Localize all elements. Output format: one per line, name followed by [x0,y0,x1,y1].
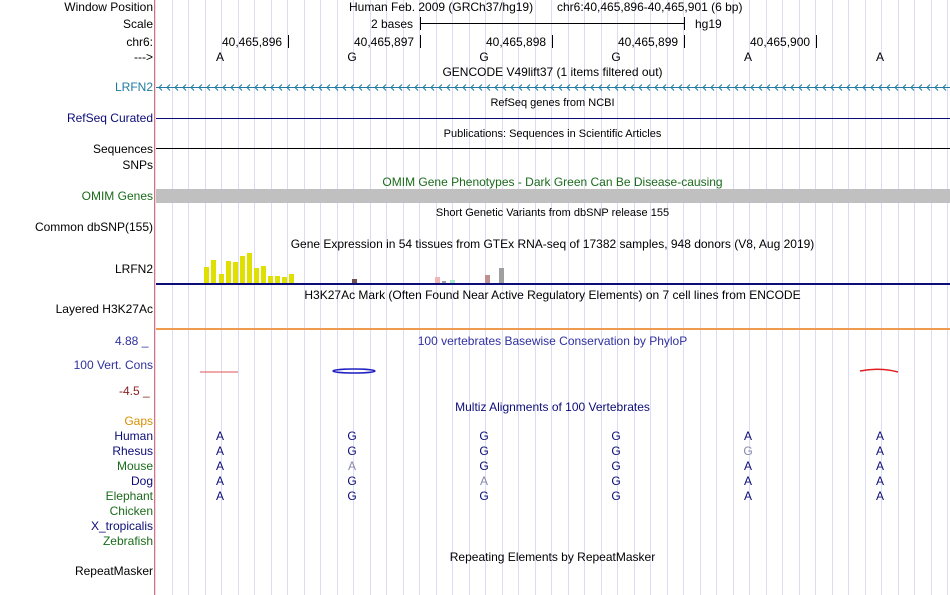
alignment-base: A [875,474,884,488]
chrom-label: chr6: [126,35,153,49]
scale-db: hg19 [695,17,722,31]
gaps-label: Gaps [124,414,153,428]
refseq-track-title[interactable]: RefSeq genes from NCBI [490,97,615,109]
species-label-dog[interactable]: Dog [130,474,153,488]
species-label-chicken[interactable]: Chicken [109,504,153,518]
phylop-track-label[interactable]: 100 Vert. Cons [73,358,153,372]
dbsnp-track-label[interactable]: Common dbSNP(155) [34,220,153,234]
gencode-gene-feature[interactable] [156,80,950,95]
species-label-x_tropicalis[interactable]: X_tropicalis [90,519,153,533]
alignment-base: G [611,429,621,443]
ref-base: G [611,50,621,64]
species-label-rhesus[interactable]: Rhesus [112,444,153,458]
alignment-base: G [347,444,357,458]
scale-bar-right-tick [684,17,685,30]
alignment-base: A [215,444,224,458]
alignment-base: G [347,489,357,503]
omim-track-label[interactable]: OMIM Genes [81,189,153,203]
gtex-tissue-bar[interactable] [204,267,209,284]
ref-base: A [215,50,224,64]
alignment-base: A [875,444,884,458]
species-label-human[interactable]: Human [114,429,153,443]
gtex-tissue-bar[interactable] [261,266,266,284]
phylop-wiggle [156,360,950,380]
alignment-base: G [743,444,753,458]
window-position-label: Window Position [64,0,153,14]
alignment-base: G [611,474,621,488]
gtex-tissue-bar[interactable] [226,261,231,284]
gtex-expression-graph[interactable] [156,252,950,284]
coord-label: 40,465,897 [354,35,415,49]
alignment-base: G [347,429,357,443]
gencode-track-title[interactable]: GENCODE V49lift37 (1 items filtered out) [442,65,663,79]
ref-base: A [743,50,752,64]
alignment-base: A [743,459,752,473]
phylop-max-label: 4.88 _ [115,334,149,348]
alignment-base: G [479,429,489,443]
h3k27ac-signal[interactable] [156,328,950,330]
gtex-track-label[interactable]: LRFN2 [114,262,153,276]
gtex-tissue-bar[interactable] [233,262,238,284]
position-text[interactable]: chr6:40,465,896-40,465,901 (6 bp) [557,0,743,14]
publications-track-label[interactable]: Sequences [92,142,153,156]
gtex-gene-line [156,283,950,285]
coord-tick [684,35,685,48]
coord-label: 40,465,899 [618,35,679,49]
coord-label: 40,465,900 [750,35,811,49]
omim-track-title[interactable]: OMIM Gene Phenotypes - Dark Green Can Be Disease-causing [382,175,723,189]
multiz-track-title[interactable]: Multiz Alignments of 100 Vertebrates [455,400,650,414]
coord-tick [552,35,553,48]
repeatmasker-track-label[interactable]: RepeatMasker [74,564,153,578]
scale-text: 2 bases [371,17,414,31]
alignment-base: A [215,489,224,503]
alignment-base: G [479,444,489,458]
alignment-base: A [743,489,752,503]
dbsnp-track-title[interactable]: Short Genetic Variants from dbSNP release 155 [435,207,670,219]
alignment-base: A [215,429,224,443]
alignment-base: A [743,429,752,443]
alignment-base: G [611,489,621,503]
alignment-base: G [611,459,621,473]
alignment-base: A [479,474,488,488]
alignment-base: A [875,429,884,443]
alignment-base: A [875,459,884,473]
alignment-base: A [875,489,884,503]
scale-label: Scale [122,17,153,31]
gtex-track-title[interactable]: Gene Expression in 54 tissues from GTEx RNA-seq of 17382 samples, 948 donors (V8, Aug 2019) [290,237,815,251]
gtex-tissue-bar[interactable] [499,268,504,284]
assembly-text[interactable]: Human Feb. 2009 (GRCh37/hg19) [349,0,534,14]
refseq-gene-line[interactable] [156,118,950,119]
scale-bar [420,23,685,24]
phylop-track-title[interactable]: 100 vertebrates Basewise Conservation by PhyloP [417,334,688,348]
phylop-signal[interactable] [156,360,950,380]
repeatmasker-track-title[interactable]: Repeating Elements by RepeatMasker [449,550,656,564]
gtex-tissue-bar[interactable] [247,253,252,284]
gencode-track-label[interactable]: LRFN2 [114,80,153,94]
ref-base: A [875,50,884,64]
alignment-base: A [215,474,224,488]
strand-label: ---> [134,50,153,64]
alignment-base: G [479,489,489,503]
phylop-min-label: -4.5 _ [119,384,150,398]
gtex-tissue-bar[interactable] [211,260,216,284]
alignment-base: G [479,459,489,473]
snps-track-label[interactable]: SNPs [122,158,153,172]
coord-label: 40,465,896 [222,35,283,49]
alignment-base: A [347,459,356,473]
coord-tick [420,35,421,48]
alignment-base: A [215,459,224,473]
alignment-base: A [743,474,752,488]
gtex-tissue-bar[interactable] [240,256,245,284]
refseq-track-label[interactable]: RefSeq Curated [66,111,153,125]
publications-feature-line[interactable] [156,148,950,149]
h3k27ac-track-label[interactable]: Layered H3K27Ac [55,302,153,316]
alignment-base: G [611,444,621,458]
gencode-gene-arrows [156,80,950,95]
species-label-mouse[interactable]: Mouse [116,459,153,473]
coord-label: 40,465,898 [486,35,547,49]
h3k27ac-track-title[interactable]: H3K27Ac Mark (Often Found Near Active Regulatory Elements) on 7 cell lines from ENCODE [304,288,801,302]
coord-tick [816,35,817,48]
alignment-base: G [347,474,357,488]
ref-base: G [479,50,489,64]
species-label-elephant[interactable]: Elephant [105,489,153,503]
coord-tick [288,35,289,48]
ref-base: G [347,50,357,64]
gtex-tissue-bar[interactable] [254,268,259,284]
omim-gene-feature[interactable] [156,189,950,203]
publications-track-title[interactable]: Publications: Sequences in Scientific Articles [443,128,662,140]
species-label-zebrafish[interactable]: Zebrafish [102,534,153,548]
